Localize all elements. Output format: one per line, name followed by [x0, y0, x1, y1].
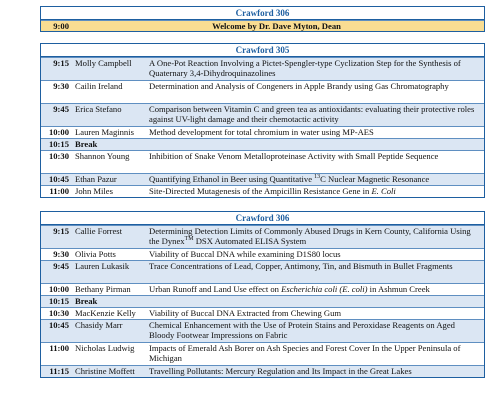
time-cell: 11:00 — [49, 186, 69, 196]
schedule-row — [41, 185, 484, 197]
welcome-row — [41, 20, 484, 31]
talk-title: Urban Runoff and Land Use effect on Escherichia coli (E. coli) in Ashmun Creek — [149, 284, 430, 294]
presenter-name: Cailin Ireland — [75, 81, 123, 91]
schedule-row — [41, 248, 484, 260]
schedule-row — [41, 173, 484, 185]
time-cell: 10:45 — [48, 320, 69, 330]
time-cell: 9:15 — [53, 226, 69, 236]
schedule-row — [41, 150, 484, 173]
break-row — [41, 138, 484, 150]
talk-title: Quantifying Ethanol in Beer using Quantitative $^{13}$C Nuclear Magnetic Resonance — [149, 174, 430, 184]
break-row — [41, 295, 484, 307]
room-header: Crawford 306 — [41, 212, 484, 225]
presenter-name: Olivia Potts — [75, 249, 116, 259]
talk-title: A One-Pot Reaction Involving a Pictet-Spengler-type Cyclization Step for the Synthesis of Quaternary 3,4-Dihydroquinazolines — [149, 58, 461, 78]
presenter-name: Shannon Young — [75, 151, 130, 161]
schedule-row — [41, 283, 484, 295]
talk-title: Site-Directed Mutagenesis of the Ampicillin Resistance Gene in E. Coli — [149, 186, 396, 196]
talk-title: Determination and Analysis of Congeners in Apple Brandy using Gas Chromatography — [149, 81, 449, 91]
talk-title: Method development for total chromium in water using MP-AES — [149, 127, 374, 137]
presenter-name: Lauren Maginnis — [75, 127, 134, 137]
talk-title: Viability of Buccal DNA Extracted from Chewing Gum — [149, 308, 342, 318]
time-cell: 9:45 — [53, 104, 69, 114]
time-cell: 10:30 — [48, 308, 69, 318]
talk-title: Travelling Pollutants: Mercury Regulation and Its Impact in the Great Lakes — [149, 366, 412, 376]
talk-title: Trace Concentrations of Lead, Copper, Antimony, Tin, and Bismuth in Bullet Fragments — [149, 261, 453, 271]
schedule-row — [41, 260, 484, 283]
time-cell: 9:30 — [53, 249, 69, 259]
schedule-row — [41, 365, 484, 377]
session-block-1 — [40, 6, 485, 32]
schedule-row — [41, 126, 484, 138]
schedule-row — [41, 319, 484, 342]
presenter-name: Lauren Lukasik — [75, 261, 130, 271]
time-cell: 9:45 — [53, 261, 69, 271]
presenter-name: MacKenzie Kelly — [75, 308, 136, 318]
talk-title: Viability of Buccal DNA while examining D1S80 locus — [149, 249, 341, 259]
time-cell: 10:00 — [48, 127, 69, 137]
break-label: Break — [75, 296, 98, 306]
schedule-row — [41, 80, 484, 103]
presenter-name: Molly Campbell — [75, 58, 132, 68]
presenter-name: Chasidy Marr — [75, 320, 123, 330]
session-block-3 — [40, 211, 485, 378]
room-header: Crawford 305 — [41, 44, 484, 57]
time-cell: 11:00 — [49, 343, 69, 353]
time-cell: 9:30 — [53, 81, 69, 91]
time-cell: 11:15 — [49, 366, 69, 376]
presenter-name: Nicholas Ludwig — [75, 343, 135, 353]
presenter-name: Callie Forrest — [75, 226, 123, 236]
session-block-2 — [40, 43, 485, 198]
schedule-row — [41, 225, 484, 248]
schedule — [40, 6, 485, 378]
talk-title: Comparison between Vitamin C and green tea as antioxidants: evaluating their protective roles against UV-light damage and their chemotactic activity — [149, 104, 475, 124]
talk-title: Impacts of Emerald Ash Borer on Ash Species and Forest Cover In the Upper Peninsula of Michigan — [149, 343, 461, 363]
schedule-row — [41, 57, 484, 80]
talk-title: Determining Detection Limits of Commonly Abused Drugs in Kern County, California Using the Dynex™ DSX Automated ELISA System — [149, 226, 471, 246]
time-cell: 10:15 — [48, 139, 69, 149]
schedule-row — [41, 342, 484, 365]
break-label: Break — [75, 139, 98, 149]
welcome-title: Welcome by Dr. Dave Myton, Dean — [212, 21, 341, 31]
time-cell: 10:45 — [48, 174, 69, 184]
schedule-row — [41, 307, 484, 319]
time-cell: 10:30 — [48, 151, 69, 161]
presenter-name: John Miles — [75, 186, 113, 196]
talk-title: Chemical Enhancement with the Use of Protein Stains and Peroxidase Reagents on Aged Bloody Footwear Impressions on Fabric — [149, 320, 455, 340]
time-cell: 9:15 — [53, 58, 69, 68]
time-cell: 10:15 — [48, 296, 69, 306]
presenter-name: Bethany Pirman — [75, 284, 131, 294]
presenter-name: Erica Stefano — [75, 104, 122, 114]
time-cell: 9:00 — [53, 21, 69, 31]
presenter-name: Christine Moffett — [75, 366, 135, 376]
time-cell: 10:00 — [48, 284, 69, 294]
presenter-name: Ethan Pazur — [75, 174, 117, 184]
schedule-row — [41, 103, 484, 126]
talk-title: Inhibition of Snake Venom Metalloproteinase Activity with Small Peptide Sequence — [149, 151, 439, 161]
room-header: Crawford 306 — [41, 7, 484, 20]
